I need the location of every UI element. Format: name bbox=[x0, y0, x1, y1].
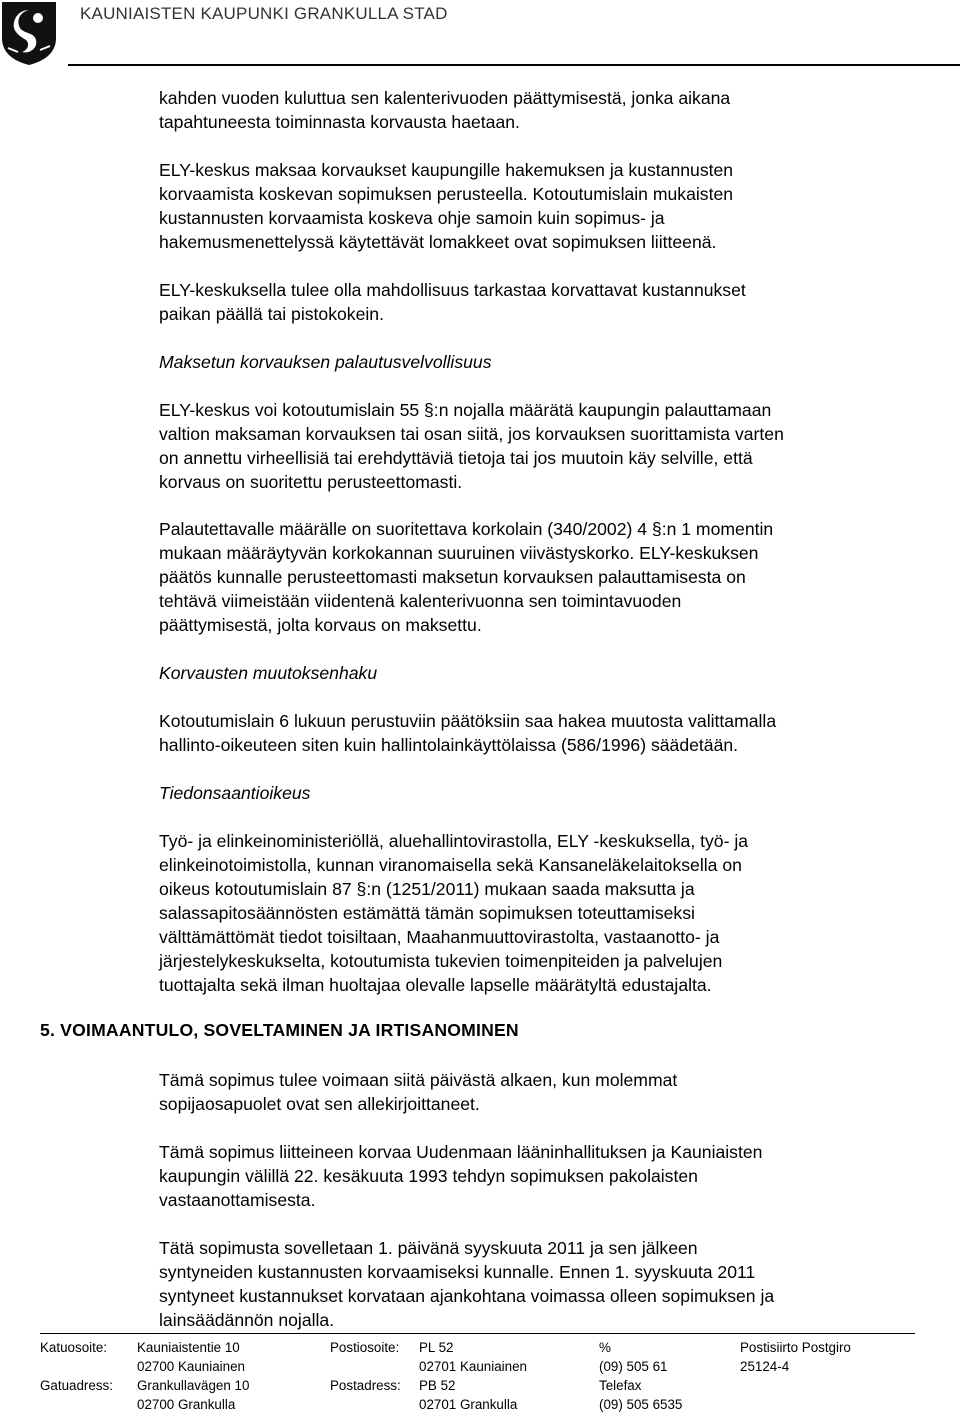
subheading-text: Tiedonsaantioikeus bbox=[159, 783, 311, 803]
paragraph-4 bbox=[159, 398, 899, 494]
katuosoite-label: Katuosoite: bbox=[40, 1340, 107, 1355]
header-rule bbox=[68, 64, 960, 66]
text-line: ELY-keskus voi kotoutumislain 55 §:n nojalla määrätä kaupungin palauttamaan bbox=[159, 400, 772, 420]
text-line: Tätä sopimusta sovelletaan 1. päivänä syyskuuta 2011 ja sen jälkeen bbox=[159, 1238, 698, 1258]
text-line: syntyneet kustannukset korvataan ajankohtana voimassa olleen sopimuksen ja bbox=[159, 1286, 775, 1306]
telefax-value: (09) 505 6535 bbox=[599, 1397, 683, 1412]
postisiirto-label: Postisiirto Postgiro bbox=[740, 1340, 851, 1355]
text-line: salassapitosäännösten estämättä tämän sopimuksen toteuttamiseksi bbox=[159, 903, 695, 923]
text-line: välttämättömät tiedot toisiltaan, Maahanmuuttovirastolta, vastaanotto- ja bbox=[159, 927, 720, 947]
katuosoite-line-1: Kauniaistentie 10 bbox=[137, 1340, 240, 1355]
text-line: Kotoutumislain 6 lukuun perustuviin päätöksiin saa hakea muutosta valittamalla bbox=[159, 711, 777, 731]
text-line: mukaan määräytyvän korkokannan suuruinen viivästyskorko. ELY-keskuksen bbox=[159, 543, 759, 563]
postadress-label: Postadress: bbox=[330, 1378, 401, 1393]
coat-of-arms-logo bbox=[0, 0, 58, 66]
paragraph-9 bbox=[159, 1140, 899, 1212]
postisiirto-value: 25124-4 bbox=[740, 1359, 790, 1374]
footer-rule bbox=[40, 1333, 915, 1334]
subheading-text: Korvausten muutoksenhaku bbox=[159, 663, 378, 683]
paragraph-8 bbox=[159, 1068, 899, 1116]
text-line: kaupungin välillä 22. kesäkuuta 1993 tehdyn sopimuksen pakolaisten bbox=[159, 1166, 698, 1186]
text-line: sopijaosapuolet ovat sen allekirjoittaneet. bbox=[159, 1094, 480, 1114]
text-line: järjestelykeskukselta, kotoutumista tukevien toimenpiteiden ja palvelujen bbox=[159, 951, 723, 971]
text-line: elinkeinotoimistolla, kunnan viranomaisella sekä Kansaneläkelaitoksella on bbox=[159, 855, 742, 875]
text-line: Tämä sopimus liitteineen korvaa Uudenmaan lääninhallituksen ja Kauniaisten bbox=[159, 1142, 763, 1162]
page-footer bbox=[0, 1338, 960, 1416]
text-line: kahden vuoden kuluttua sen kalenterivuoden päättymisestä, jonka aikana bbox=[159, 88, 731, 108]
text-line: ELY-keskus maksaa korvaukset kaupungille hakemuksen ja kustannusten bbox=[159, 160, 734, 180]
paragraph-2 bbox=[159, 158, 899, 254]
paragraph-6 bbox=[159, 709, 899, 757]
text-line: päättymisestä, jolta korvaus on maksettu. bbox=[159, 615, 482, 635]
text-line: syntyneiden kustannusten korvaamiseksi kunnalle. Ennen 1. syyskuuta 2011 bbox=[159, 1262, 756, 1282]
subheading-appeal bbox=[159, 661, 899, 685]
text-line: vastaanottamisesta. bbox=[159, 1190, 316, 1210]
text-line: Työ- ja elinkeinoministeriöllä, aluehallintovirastolla, ELY -keskuksella, työ- ja bbox=[159, 831, 749, 851]
paragraph-1 bbox=[159, 86, 899, 134]
paragraph-5 bbox=[159, 517, 899, 637]
subheading-information-access bbox=[159, 781, 899, 805]
text-line: tapahtuneesta toiminnasta korvausta haetaan. bbox=[159, 112, 520, 132]
text-line: kustannusten korvaamista koskeva ohje samoin kuin sopimus- ja bbox=[159, 208, 665, 228]
text-line: tehtävä viimeistään viidentenä kalenterivuonna sen toimintavuoden bbox=[159, 591, 682, 611]
text-line: päätös kunnalle perusteettomasti maksetun korvauksen palauttamisesta on bbox=[159, 567, 746, 587]
paragraph-7 bbox=[159, 829, 899, 997]
telefax-label: Telefax bbox=[599, 1378, 642, 1393]
text-line: Palautettavalle määrälle on suoritettava korkolain (340/2002) 4 §:n 1 momentin bbox=[159, 519, 774, 539]
subheading-text: Maksetun korvauksen palautusvelvollisuus bbox=[159, 352, 492, 372]
text-line: korvaamista koskevan sopimuksen perusteella. Kotoutumislain mukaisten bbox=[159, 184, 734, 204]
text-line: paikan päällä tai pistokokein. bbox=[159, 304, 384, 324]
text-line: oikeus kotoutumislain 87 §:n (1251/2011) mukaan saada maksutta ja bbox=[159, 879, 695, 899]
text-line: hallinto-oikeuteen siten kuin hallintolainkäyttölaissa (586/1996) säädetään. bbox=[159, 735, 739, 755]
gatuadress-line-1: Grankullavägen 10 bbox=[137, 1378, 250, 1393]
gatuadress-line-2: 02700 Grankulla bbox=[137, 1397, 236, 1412]
header-title: KAUNIAISTEN KAUPUNKI GRANKULLA STAD bbox=[80, 4, 448, 23]
phone-label: % bbox=[599, 1340, 611, 1355]
text-line: korvaus on suoritettu perusteettomasti. bbox=[159, 472, 463, 492]
text-line: on annettu virheellisiä tai erehdyttäviä tietoja tai jos muutoin käy selville, että bbox=[159, 448, 753, 468]
postadress-line-1: PB 52 bbox=[419, 1378, 456, 1393]
text-line: lainsäädännön nojalla. bbox=[159, 1310, 335, 1330]
postiosoite-line-2: 02701 Kauniainen bbox=[419, 1359, 527, 1374]
postadress-line-2: 02701 Grankulla bbox=[419, 1397, 518, 1412]
subheading-repayment bbox=[159, 350, 899, 374]
phone-value: (09) 505 61 bbox=[599, 1359, 668, 1374]
section-heading-5: 5. VOIMAANTULO, SOVELTAMINEN JA IRTISANOMINEN bbox=[40, 1020, 519, 1040]
katuosoite-line-2: 02700 Kauniainen bbox=[137, 1359, 245, 1374]
text-line: hakemusmenettelyssä käytettävät lomakkeet ovat sopimuksen liitteenä. bbox=[159, 232, 717, 252]
text-line: valtion maksaman korvauksen tai osan siitä, jos korvauksen suorittamista varten bbox=[159, 424, 784, 444]
gatuadress-label: Gatuadress: bbox=[40, 1378, 113, 1393]
postiosoite-label: Postiosoite: bbox=[330, 1340, 400, 1355]
paragraph-10 bbox=[159, 1236, 899, 1332]
text-line: ELY-keskuksella tulee olla mahdollisuus tarkastaa korvattavat kustannukset bbox=[159, 280, 746, 300]
paragraph-3 bbox=[159, 278, 899, 326]
postiosoite-line-1: PL 52 bbox=[419, 1340, 454, 1355]
page-header bbox=[0, 0, 960, 70]
text-line: tuottajalta sekä ilman huoltajaa olevalle lapselle määrätyltä edustajalta. bbox=[159, 975, 712, 995]
text-line: Tämä sopimus tulee voimaan siitä päivästä alkaen, kun molemmat bbox=[159, 1070, 678, 1090]
